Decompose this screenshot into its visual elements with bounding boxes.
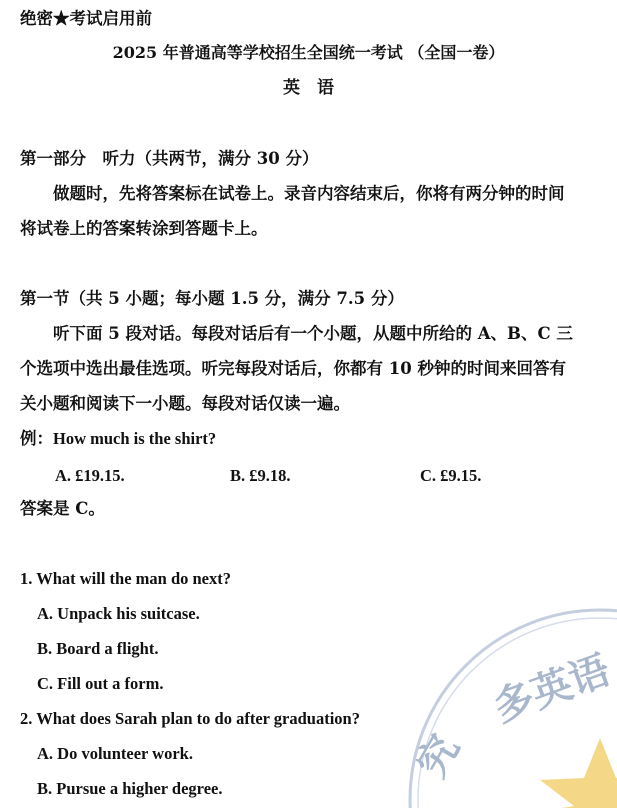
part1-instruction-line-2: 将试卷上的答案转涂到答题卡上。 — [20, 219, 268, 238]
section1-instruction-line-1: 听下面 5 段对话。每段对话后有一个小题，从题中所给的 A、B、C 三 — [53, 324, 573, 343]
question-1-option-a: A. Unpack his suitcase. — [37, 604, 200, 623]
watermark-star-icon — [540, 738, 617, 808]
watermark-fragment: 究 — [408, 727, 469, 785]
watermark-text: 多英语 — [487, 647, 617, 732]
section1-heading: 第一节（共 5 小题；每小题 1.5 分，满分 7.5 分） — [20, 289, 404, 308]
question-2-option-a: A. Do volunteer work. — [37, 744, 193, 763]
section1-instruction-line-2: 个选项中选出最佳选项。听完每段对话后，你都有 10 秒钟的时间来回答有 — [20, 359, 566, 378]
section1-instruction-line-3: 关小题和阅读下一小题。每段对话仅读一遍。 — [20, 394, 350, 413]
example-option-c: C. £9.15. — [420, 466, 482, 485]
subject-title: 英 语 — [283, 78, 334, 98]
secret-mark: 绝密★考试启用前 — [20, 9, 152, 28]
question-2-option-b: B. Pursue a higher degree. — [37, 779, 223, 798]
question-1-stem: 1. What will the man do next? — [20, 569, 232, 588]
part1-instruction-line-1: 做题时，先将答案标在试卷上。录音内容结束后，你将有两分钟的时间 — [53, 184, 565, 203]
exam-title: 2025 年普通高等学校招生全国统一考试 （全国一卷） — [112, 43, 505, 62]
example-option-b: B. £9.18. — [230, 466, 291, 485]
part1-heading: 第一部分 听力（共两节，满分 30 分） — [20, 149, 319, 168]
question-2-stem: 2. What does Sarah plan to do after graduation? — [20, 709, 360, 728]
question-1-option-b: B. Board a flight. — [37, 639, 159, 658]
example-question: 例：How much is the shirt? — [20, 429, 217, 448]
example-option-a: A. £19.15. — [55, 466, 125, 485]
example-answer: 答案是 C。 — [20, 499, 105, 518]
question-1-option-c: C. Fill out a form. — [37, 674, 164, 693]
